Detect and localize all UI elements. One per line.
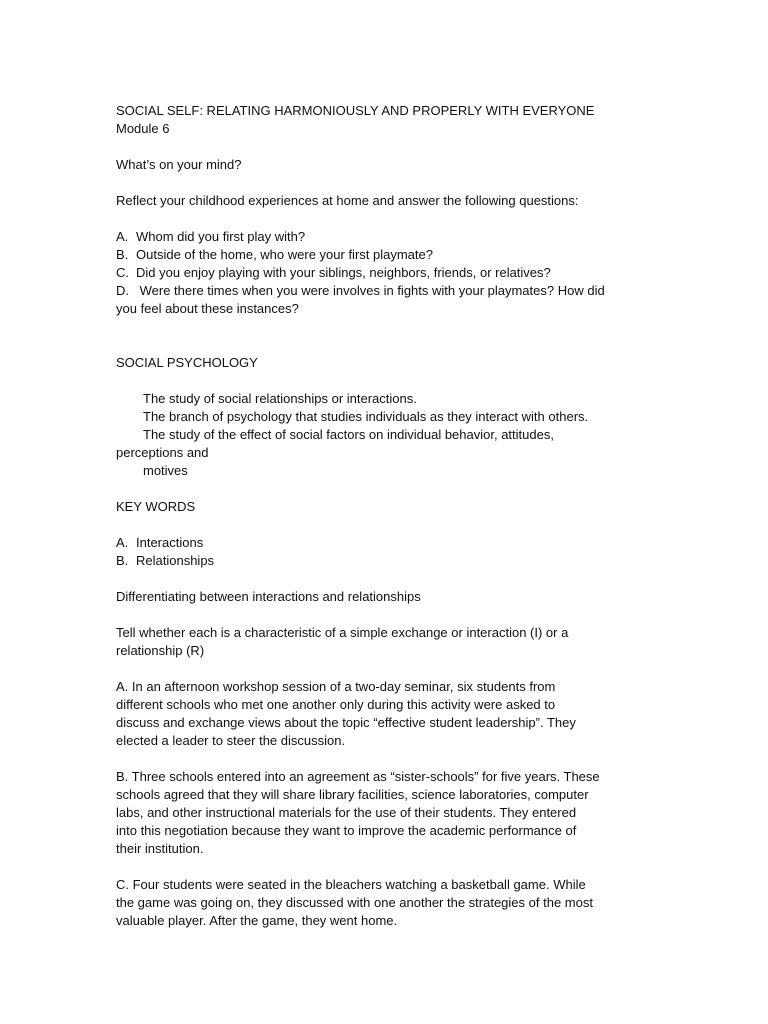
question-list bbox=[116, 228, 644, 318]
definition-wrap: perceptions and bbox=[116, 445, 209, 460]
key-word-text: Interactions bbox=[136, 535, 204, 550]
scenario-line: schools agreed that they will share library facilities, science laboratories, computer bbox=[116, 787, 589, 802]
section-heading-social-psychology: SOCIAL PSYCHOLOGY bbox=[116, 355, 258, 370]
scenario-line: different schools who met one another only during this activity were asked to bbox=[116, 697, 556, 712]
key-word-item bbox=[116, 552, 644, 570]
scenario-line: discuss and exchange views about the topic “effective student leadership”. They bbox=[116, 715, 576, 730]
question-item bbox=[116, 264, 644, 282]
tell-whether-line: relationship (R) bbox=[116, 643, 205, 658]
scenario-line: A. In an afternoon workshop session of a two-day seminar, six students from bbox=[116, 679, 556, 694]
section-heading-key-words: KEY WORDS bbox=[116, 499, 196, 514]
document-page bbox=[116, 102, 644, 930]
scenario-b bbox=[116, 768, 644, 858]
question-item bbox=[116, 228, 644, 246]
question-text: Outside of the home, who were your first playmate? bbox=[136, 247, 433, 262]
question-text: Did you enjoy playing with your siblings, neighbors, friends, or relatives? bbox=[136, 265, 551, 280]
scenario-line: B. Three schools entered into an agreement as “sister-schools” for five years. These bbox=[116, 769, 600, 784]
definition-item: The study of the effect of social factors on individual behavior, attitudes, bbox=[143, 427, 554, 442]
question-letter: C. bbox=[116, 265, 129, 280]
question-text: Whom did you first play with? bbox=[136, 229, 306, 244]
question-item bbox=[116, 282, 644, 300]
definition-item: The study of social relationships or interactions. bbox=[143, 391, 417, 406]
scenario-a bbox=[116, 678, 644, 750]
question-letter: D. bbox=[116, 283, 129, 298]
scenario-line: C. Four students were seated in the bleachers watching a basketball game. While bbox=[116, 877, 586, 892]
scenario-c bbox=[116, 876, 644, 930]
scenario-line: elected a leader to steer the discussion. bbox=[116, 733, 346, 748]
question-letter: A. bbox=[116, 229, 129, 244]
instructions-text: Reflect your childhood experiences at home and answer the following questions: bbox=[116, 193, 579, 208]
tell-whether-line: Tell whether each is a characteristic of a simple exchange or interaction (I) or a bbox=[116, 625, 569, 640]
scenario-line: into this negotiation because they want to improve the academic performance of bbox=[116, 823, 577, 838]
definition-item: The branch of psychology that studies individuals as they interact with others. bbox=[143, 409, 589, 424]
definition-wrap: motives bbox=[143, 463, 188, 478]
question-continuation: you feel about these instances? bbox=[116, 301, 299, 316]
scenario-line: their institution. bbox=[116, 841, 204, 856]
question-letter: B. bbox=[116, 247, 129, 262]
key-word-letter: B. bbox=[116, 553, 129, 568]
key-word-list bbox=[116, 534, 644, 570]
scenario-line: valuable player. After the game, they went home. bbox=[116, 913, 398, 928]
scenario-line: labs, and other instructional materials for the use of their students. They entered bbox=[116, 805, 577, 820]
prompt-heading: What’s on your mind? bbox=[116, 157, 242, 172]
scenario-line: the game was going on, they discussed with one another the strategies of the most bbox=[116, 895, 593, 910]
question-text: Were there times when you were involves in fights with your playmates? How did bbox=[136, 283, 605, 298]
tell-whether-instructions bbox=[116, 624, 644, 660]
module-label: Module 6 bbox=[116, 121, 170, 136]
document-title: SOCIAL SELF: RELATING HARMONIOUSLY AND PROPERLY WITH EVERYONE bbox=[116, 103, 595, 118]
question-item bbox=[116, 246, 644, 264]
key-word-text: Relationships bbox=[136, 553, 215, 568]
key-word-item bbox=[116, 534, 644, 552]
definition-list bbox=[116, 390, 644, 480]
key-word-letter: A. bbox=[116, 535, 129, 550]
differentiating-heading: Differentiating between interactions and relationships bbox=[116, 589, 421, 604]
